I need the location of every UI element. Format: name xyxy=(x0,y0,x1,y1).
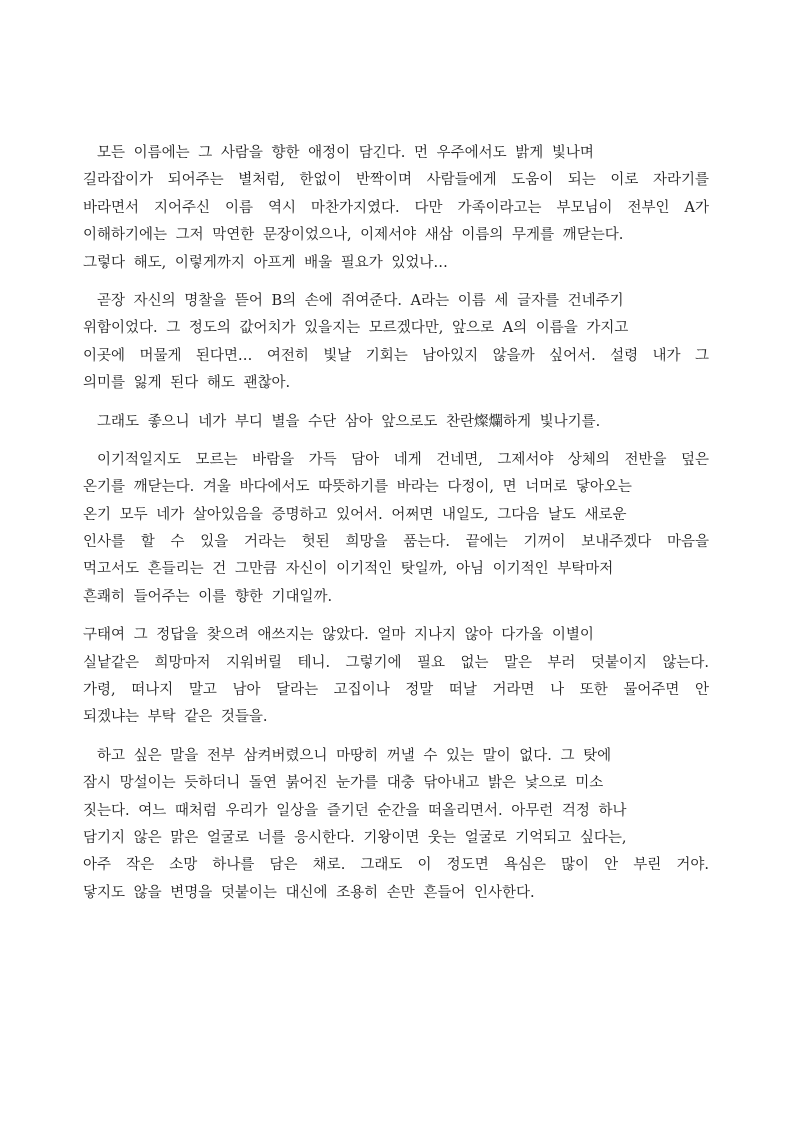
paragraph xyxy=(83,409,709,436)
text-line: 곧장 자신의 명찰을 뜯어 B의 손에 쥐여준다. A라는 이름 세 글자를 건네주기 xyxy=(97,292,624,309)
paragraph xyxy=(83,622,709,732)
text-line: 아주 작은 소망 하나를 담은 채로. 그래도 이 정도면 욕심은 많이 안 부린 거야. xyxy=(83,857,709,874)
text-line: 흔쾌히 들어주는 이를 향한 기대일까. xyxy=(83,588,333,605)
text-line: 모든 이름에는 그 사람을 향한 애정이 담긴다. 먼 우주에서도 밝게 빛나며 xyxy=(97,145,594,161)
text-line: 인사를 할 수 있을 거라는 헛된 희망을 품는다. 끝에는 기꺼이 보내주겠다 마음을 xyxy=(83,534,709,551)
text-line: 하고 싶은 말을 전부 삼켜버렸으니 마땅히 꺼낼 수 있는 말이 없다. 그 탓에 xyxy=(97,747,612,764)
text-line: 짓는다. 여느 때처럼 우리가 일상을 즐기던 순간을 떠올리면서. 아무런 걱정 하나 xyxy=(83,802,627,819)
paragraph xyxy=(83,743,709,907)
paragraph xyxy=(83,447,709,611)
text-line: 온기를 깨닫는다. 겨울 바다에서도 따뜻하기를 바라는 다정이, 면 너머로 닿아오는 xyxy=(83,479,632,496)
text-line: 온기 모두 네가 살아있음을 증명하고 있어서. 어쩌면 내일도, 그다음 날도 새로운 xyxy=(83,506,627,523)
text-line: 의미를 잃게 된다 해도 괜찮아. xyxy=(83,375,291,392)
text-line: 담기지 않은 맑은 얼굴로 너를 응시한다. 기왕이면 웃는 얼굴로 기억되고 싶다는, xyxy=(83,829,627,846)
text-line: 바라면서 지어주신 이름 역시 마찬가지였다. 다만 가족이라고는 부모님이 전부인 A가 xyxy=(83,199,709,216)
paragraph xyxy=(83,288,709,398)
text-line: 구태여 그 정답을 찾으려 애쓰지는 않았다. 얼마 지나지 않아 다가올 이별이 xyxy=(83,627,594,644)
text-line: 되겠냐는 부탁 같은 것들을. xyxy=(83,709,268,726)
text-line: 먹고서도 흔들리는 건 그만큼 자신이 이기적인 탓일까, 아님 이기적인 부탁마저 xyxy=(83,561,614,578)
text-line: 이곳에 머물게 된다면… 여전히 빛날 기회는 남아있지 않을까 싶어서. 설령 내가 그 xyxy=(83,347,709,364)
text-line: 길라잡이가 되어주는 별처럼, 한없이 반짝이며 사람들에게 도움이 되는 이로 자라기를 xyxy=(83,172,709,189)
text-line: 실낱같은 희망마저 지워버릴 테니. 그렇기에 필요 없는 말은 부러 덧붙이지 않는다. xyxy=(83,654,709,671)
text-line: 가령, 떠나지 말고 남아 달라는 고집이나 정말 떠날 거라면 나 또한 물어주면 안 xyxy=(83,682,709,699)
text-line: 잠시 망설이는 듯하더니 돌연 붉어진 눈가를 대충 닦아내고 밝은 낯으로 미소 xyxy=(83,775,604,792)
text-line: 이해하기에는 그저 막연한 문장이었으나, 이제서야 새삼 이름의 무게를 깨닫는다. xyxy=(83,227,624,244)
text-line: 위함이었다. 그 정도의 값어치가 있을지는 모르겠다만, 앞으로 A의 이름을 가지고 xyxy=(83,320,629,337)
document-body xyxy=(83,140,709,918)
text-line: 그래도 좋으니 네가 부디 별을 수단 삼아 앞으로도 찬란燦爛하게 빛나기를. xyxy=(97,413,601,430)
text-line: 닿지도 않을 변명을 덧붙이는 대신에 조용히 손만 흔들어 인사한다. xyxy=(83,884,535,901)
text-line: 이기적일지도 모르는 바람을 가득 담아 네게 건네면, 그제서야 상체의 전반을 덮은 xyxy=(97,451,709,468)
paragraph xyxy=(83,140,709,277)
text-line: 그렇다 해도, 이렇게까지 아프게 배울 필요가 있었나… xyxy=(83,254,448,271)
